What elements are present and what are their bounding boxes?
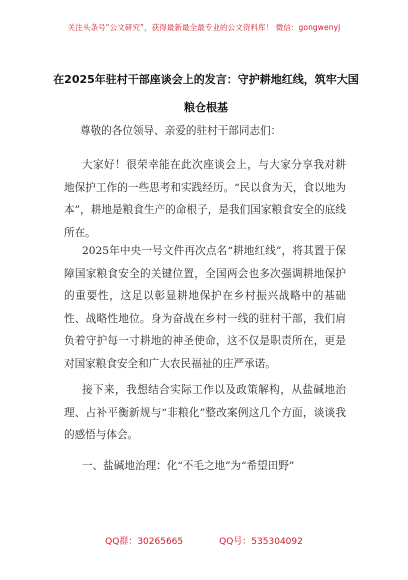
footer-contact bbox=[0, 534, 408, 547]
paragraph-opening: 大家好！很荣幸能在此次座谈会上，与大家分享我对耕地保护工作的一些思考和实践经历。“民以食为天，食以地为本”，耕地是粮食生产的命根子，是我们国家粮食安全的底线所在。 bbox=[64, 159, 346, 239]
section-heading-1: 一、盐碱地治理：化“不毛之地”为“希望田野” bbox=[82, 460, 295, 472]
salutation: 尊敬的各位领导、亲爱的驻村干部同志们： bbox=[80, 125, 282, 137]
paragraph-policy: 2025年中央一号文件再次点名“耕地红线”，将其置于保障国家粮食安全的关键位置，全国两会也多次强调耕地保护的重要性，这足以彰显耕地保护在乡村振兴战略中的基础性、战略性地位。身为奋战在乡村一线的驻村干部，我们肩负着守护每一寸耕地的神圣使命，这不仅是职责所在，更是对国家粮食安全和广大农民福祉的庄严承诺。 bbox=[64, 245, 346, 370]
footer-qq-number: QQ号：535304092 bbox=[219, 537, 303, 547]
header-promo-note: 关注头条号“公文研究”，获得最新最全最专业的公文资料库！ 微信：gongwenyj bbox=[67, 23, 341, 32]
document-title: 在2025年驻村干部座谈会上的发言：守护耕地红线，筑牢大国粮仓根基 bbox=[53, 73, 359, 114]
footer-qq-group: QQ群：30265665 bbox=[105, 537, 184, 547]
paragraph-outline: 接下来，我想结合实际工作以及政策解构，从盐碱地治理、占补平衡新规与“非粮化”整改案例这几个方面，谈谈我的感悟与体会。 bbox=[64, 384, 346, 441]
